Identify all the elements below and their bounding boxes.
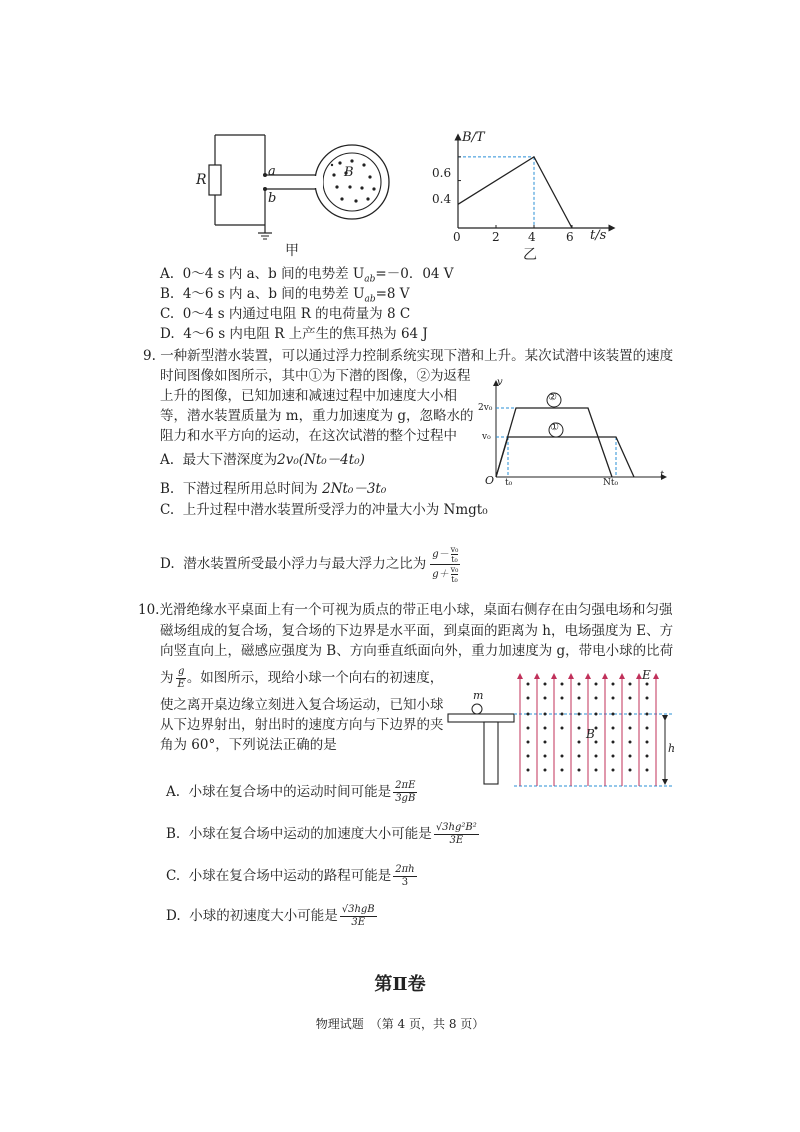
yi-xtick-4: 4 bbox=[528, 230, 536, 244]
q9-option-c: C. 上升过程中潜水装置所受浮力的冲量大小为 Nmgt₀ bbox=[160, 502, 488, 518]
q10-line-1: 10.光滑绝缘水平桌面上有一个可视为质点的带正电小球，桌面右侧存在由匀强电场和匀强 bbox=[138, 602, 673, 618]
yi-xlabel: t/s bbox=[590, 228, 607, 243]
q8-option-d: D. 4～6 s 内电阻 R 上产生的焦耳热为 64 J bbox=[160, 326, 428, 342]
q8-option-a: A. 0～4 s 内 a、b 间的电势差 $U_{ab}=-0$．04 V bbox=[160, 266, 454, 285]
q10-line-4: 为 $\frac{g}{E}$ 。如图所示，现给小球一个向右的初速度， bbox=[160, 666, 444, 690]
q10-line-3: 向竖直向上，磁感应强度为 B、方向垂直纸面向外，重力加速度为 g，带电小球的比荷 bbox=[160, 643, 674, 659]
q9-line-4: 等，潜水装置质量为 m，重力加速度为 g，忽略水的 bbox=[160, 408, 474, 424]
q9-line-2: 时间图像如图所示，其中①为下潜的图像，②为返程 bbox=[160, 368, 471, 384]
vt-circle-1: ① bbox=[550, 422, 559, 433]
vt-xtick-t0: t₀ bbox=[505, 478, 513, 488]
q10-label-E: E bbox=[642, 668, 651, 682]
q9-line-5: 阻力和水平方向的运动，在这次试潜的整个过程中 bbox=[160, 428, 457, 444]
q10-line-7: 角为 60°，下列说法正确的是 bbox=[160, 737, 337, 753]
q10-line-6: 从下边界射出，射出时的速度方向与下边界的夹 bbox=[160, 717, 444, 733]
vt-xlabel: t bbox=[660, 470, 665, 481]
series-2 bbox=[496, 408, 612, 477]
label-b: b bbox=[268, 191, 277, 206]
q8-option-c: C. 0～4 s 内通过电阻 R 的电荷量为 8 C bbox=[160, 306, 411, 322]
label-a: a bbox=[268, 164, 276, 179]
caption-yi: 乙 bbox=[523, 247, 537, 263]
yi-xtick-6: 6 bbox=[566, 230, 574, 244]
q9-option-d: D. 潜水装置所受最小浮力与最大浮力之比为 g－ v₀ t₀ g＋ v₀ t₀ bbox=[160, 545, 459, 584]
series-1 bbox=[496, 437, 634, 477]
q10-option-a: A. 小球在复合场中的运动时间可能是 $\frac{2\pi E}{3gB}$ bbox=[166, 780, 416, 804]
vt-ylabel: v bbox=[497, 377, 503, 388]
label-R: R bbox=[196, 172, 207, 188]
q10-option-b: B. 小球在复合场中运动的加速度大小可能是 $\frac{\text{√3hg²B²}}{3E}$ bbox=[166, 822, 477, 846]
q9-vt-graph bbox=[476, 375, 676, 490]
q8-option-b: B. 4～6 s 内 a、b 间的电势差 $U_{ab}=8$ V bbox=[160, 286, 410, 305]
q10-line-5: 使之离开桌边缘立刻进入复合场运动，已知小球 bbox=[160, 697, 444, 713]
vt-xtick-nt0: Nt₀ bbox=[603, 478, 619, 488]
b-t-series-line bbox=[458, 157, 572, 228]
resistor bbox=[209, 165, 221, 195]
yi-xtick-2: 2 bbox=[492, 230, 500, 244]
q9-line-1: 9. 一种新型潜水装置，可以通过浮力控制系统实现下潜和上升。某次试潜中该装置的速度 bbox=[143, 348, 674, 364]
label-B: B bbox=[344, 165, 354, 180]
q9-option-b: B. 下潜过程所用总时间为 2Nt₀－3t₀ bbox=[160, 481, 387, 497]
vt-ytick-2v0: 2v₀ bbox=[478, 403, 493, 413]
q10-option-c: C. 小球在复合场中运动的路程可能是 $\frac{2\pi h}{3}$ bbox=[166, 864, 415, 888]
yi-ytick-04: 0.4 bbox=[432, 192, 452, 206]
section-title: 第Ⅱ卷 bbox=[374, 974, 426, 995]
yi-ylabel: B/T bbox=[462, 130, 485, 145]
q10-line-2: 磁场组成的复合场，复合场的下边界是水平面，到桌面的距离为 h，电场强度为 E、方 bbox=[160, 623, 674, 639]
q10-label-h: h bbox=[668, 742, 676, 755]
q10-label-m: m bbox=[473, 689, 484, 702]
vt-circle-2: ② bbox=[548, 392, 557, 403]
caption-jia: 甲 bbox=[285, 243, 299, 259]
yi-ytick-06: 0.6 bbox=[432, 166, 452, 180]
yi-xtick-0: 0 bbox=[453, 230, 461, 244]
figure-jia bbox=[190, 125, 410, 260]
q9-line-3: 上升的图像，已知加速和减速过程中加速度大小相 bbox=[160, 388, 457, 404]
q9-option-a: A. 最大下潜深度为2v₀(Nt₀－4t₀) bbox=[160, 452, 365, 468]
q10-label-B: B bbox=[586, 727, 595, 741]
page-footer: 物理试题 （第 4 页，共 8 页） bbox=[315, 1017, 485, 1031]
vt-origin: O bbox=[485, 474, 495, 487]
vt-ytick-v0: v₀ bbox=[482, 432, 491, 442]
q10-option-d: D. 小球的初速度大小可能是 $\frac{\text{√3hgB}}{3E}$ bbox=[166, 904, 375, 928]
